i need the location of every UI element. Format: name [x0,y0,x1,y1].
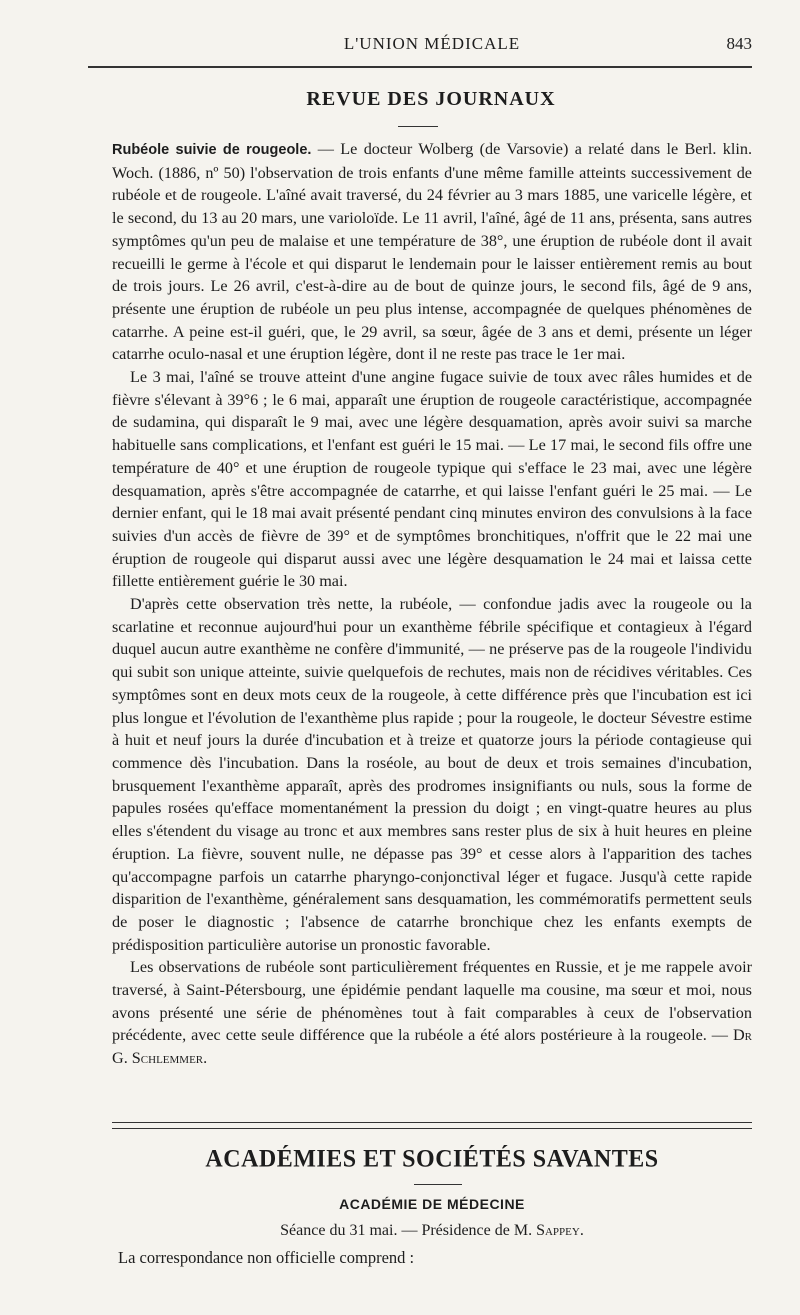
author-signature: Dr G. Schlemmer. [112,1026,752,1068]
session-prefix: Séance du 31 mai. — Présidence de M. [280,1222,537,1239]
article-paragraph-3: D'après cette observation très nette, la rubéole, — confondue jadis avec la rougeole ou la scarlatine et reconnue aujourd'hui pour un exanthème fébrile spécifique et contagieux à l'égard duquel aucun autre exanthème ne confère d'immunité, — ne préserve pas de la rougeole l'individu qui subit son unique atteinte, suivie quelquefois de rechutes, mais non de récidives véritables. Ces symptômes sont en deux mots ceux de la rougeole, à cette différence près que l'incubation est ici plus longue et l'évolution de l'exanthème plus rapide ; pour la rougeole, le docteur Sévestre estime à huit et neuf jours la durée d'incubation et à treize et quatorze jours la période contagieuse qui commence dès l'incubation. Dans la roséole, au bout de deux et trois semaines d'incubation, brusquement l'exanthème apparaît, après des prodromes insignifiants ou nuls, sous la forme de papules rosées qu'efface momentanément la pression du doigt ; en vingt-quatre heures au plus elles s'étendent du visage au tronc et aux membres sans rester plus de six à huit heures en pleine éruption. La fièvre, souvent nulle, ne dépasse pas 39° et cesse alors à l'apparition des taches qu'accompagne parfois un catarrhe pharyngo-conjonctival léger et fugace. Jusqu'à cette rapide disparition de l'exanthème, généralement sans desquamation, les commémoratifs permettent seuls de poser le diagnostic ; l'absence de catarrhe bronchique chez les enfants exempts de prédisposition particulière autorise un pronostic favorable. [112,595,752,954]
page-number: 843 [726,34,752,53]
academies-title: ACADÉMIES ET SOCIÉTÉS SAVANTES [205,1145,659,1173]
article-paragraph-2: Le 3 mai, l'aîné se trouve atteint d'une angine fugace suivie de toux avec râles humides et de fièvre s'élevant à 39°6 ; le 6 mai, apparaît une éruption de rougeole caractéristique, accompagnée de sudamina, qui disparaît le 9 mai, avec une légère desquamation, après avoir suivi sa marche habituelle sans complications, et l'enfant est guéri le 15 mai. — Le 17 mai, le second fils offre une température de 40° et une éruption de rougeole typique qui s'efface le 23 mai, avec une légère desquamation, après s'être accompagnée de catarrhe, et qui laisse l'enfant guéri le 25 mai. — Le dernier enfant, qui le 18 mai avait présenté pendant cinq minutes environ des convulsions à la face suivies d'un accès de fièvre de 39° et de symptômes bronchitiques, n'offrit que le 22 mai une éruption de rougeole qui disparut aussi avec une légère desquamation le 24 mai et laissa cette fillette entièrement guérie le 30 mai. [112,368,752,591]
article-paragraph-4 [112,956,752,1070]
article-lead: Rubéole suivie de rougeole. [112,142,312,158]
session-line [112,1222,752,1240]
academies-title-rule [414,1184,462,1185]
page-header [112,34,752,64]
correspondence-line: La correspondance non officielle comprend : [118,1248,415,1267]
running-title: L'UNION MÉDICALE [343,34,521,53]
article-paragraph-1 [112,138,752,366]
header-rule [88,66,752,68]
article-body [112,138,752,1070]
section-title: REVUE DES JOURNAUX [306,88,556,110]
article-paragraph-1-text: — Le docteur Wolberg (de Varsovie) a relaté dans le Berl. klin. Woch. (1886, nº 50) l'observation de trois enfants d'une même famille atteints successivement de rubéole et de rougeole. L'aîné avait traversé, du 24 février au 3 mars 1885, une varicelle légère, et le second, du 13 au 20 mars, une varioloïde. Le 11 avril, l'aîné, âgé de 11 ans, présenta, sans autres symptômes qu'un peu de malaise et une température de 38°, une éruption de rubéole dont il avait recueilli le germe à l'école et qui disparut le lendemain pour le laisser entièrement remis au bout de trois jours. Le 26 avril, c'est-à-dire au de bout de quinze jours, le second fils, âgé de 9 ans, présente une éruption de rubéole un peu plus intense, accompagnée de quelques phénomènes de catarrhe. A peine est-il guéri, que, le 29 avril, sa sœur, âgée de 3 ans et demi, présente un léger catarrhe oculo-nasal et une éruption légère, dont il ne reste pas trace le 1er mai. [112,140,752,364]
section-separator [112,1122,752,1129]
session-president: Sappey. [536,1222,584,1239]
article-paragraph-4-text: Les observations de rubéole sont particulièrement fréquentes en Russie, et je me rappele avoir traversé, à Saint-Pétersbourg, une épidémie pendant laquelle ma cousine, ma sœur et moi, nous avons présenté une série de phénomènes tout à fait comparables à ceux de l'observation précédente, avec cette seule différence que la rubéole a été alors postérieure à la rougeole. — [112,958,752,1045]
section-title-rule [398,126,438,127]
subsection-title: ACADÉMIE DE MÉDECINE [339,1196,525,1212]
